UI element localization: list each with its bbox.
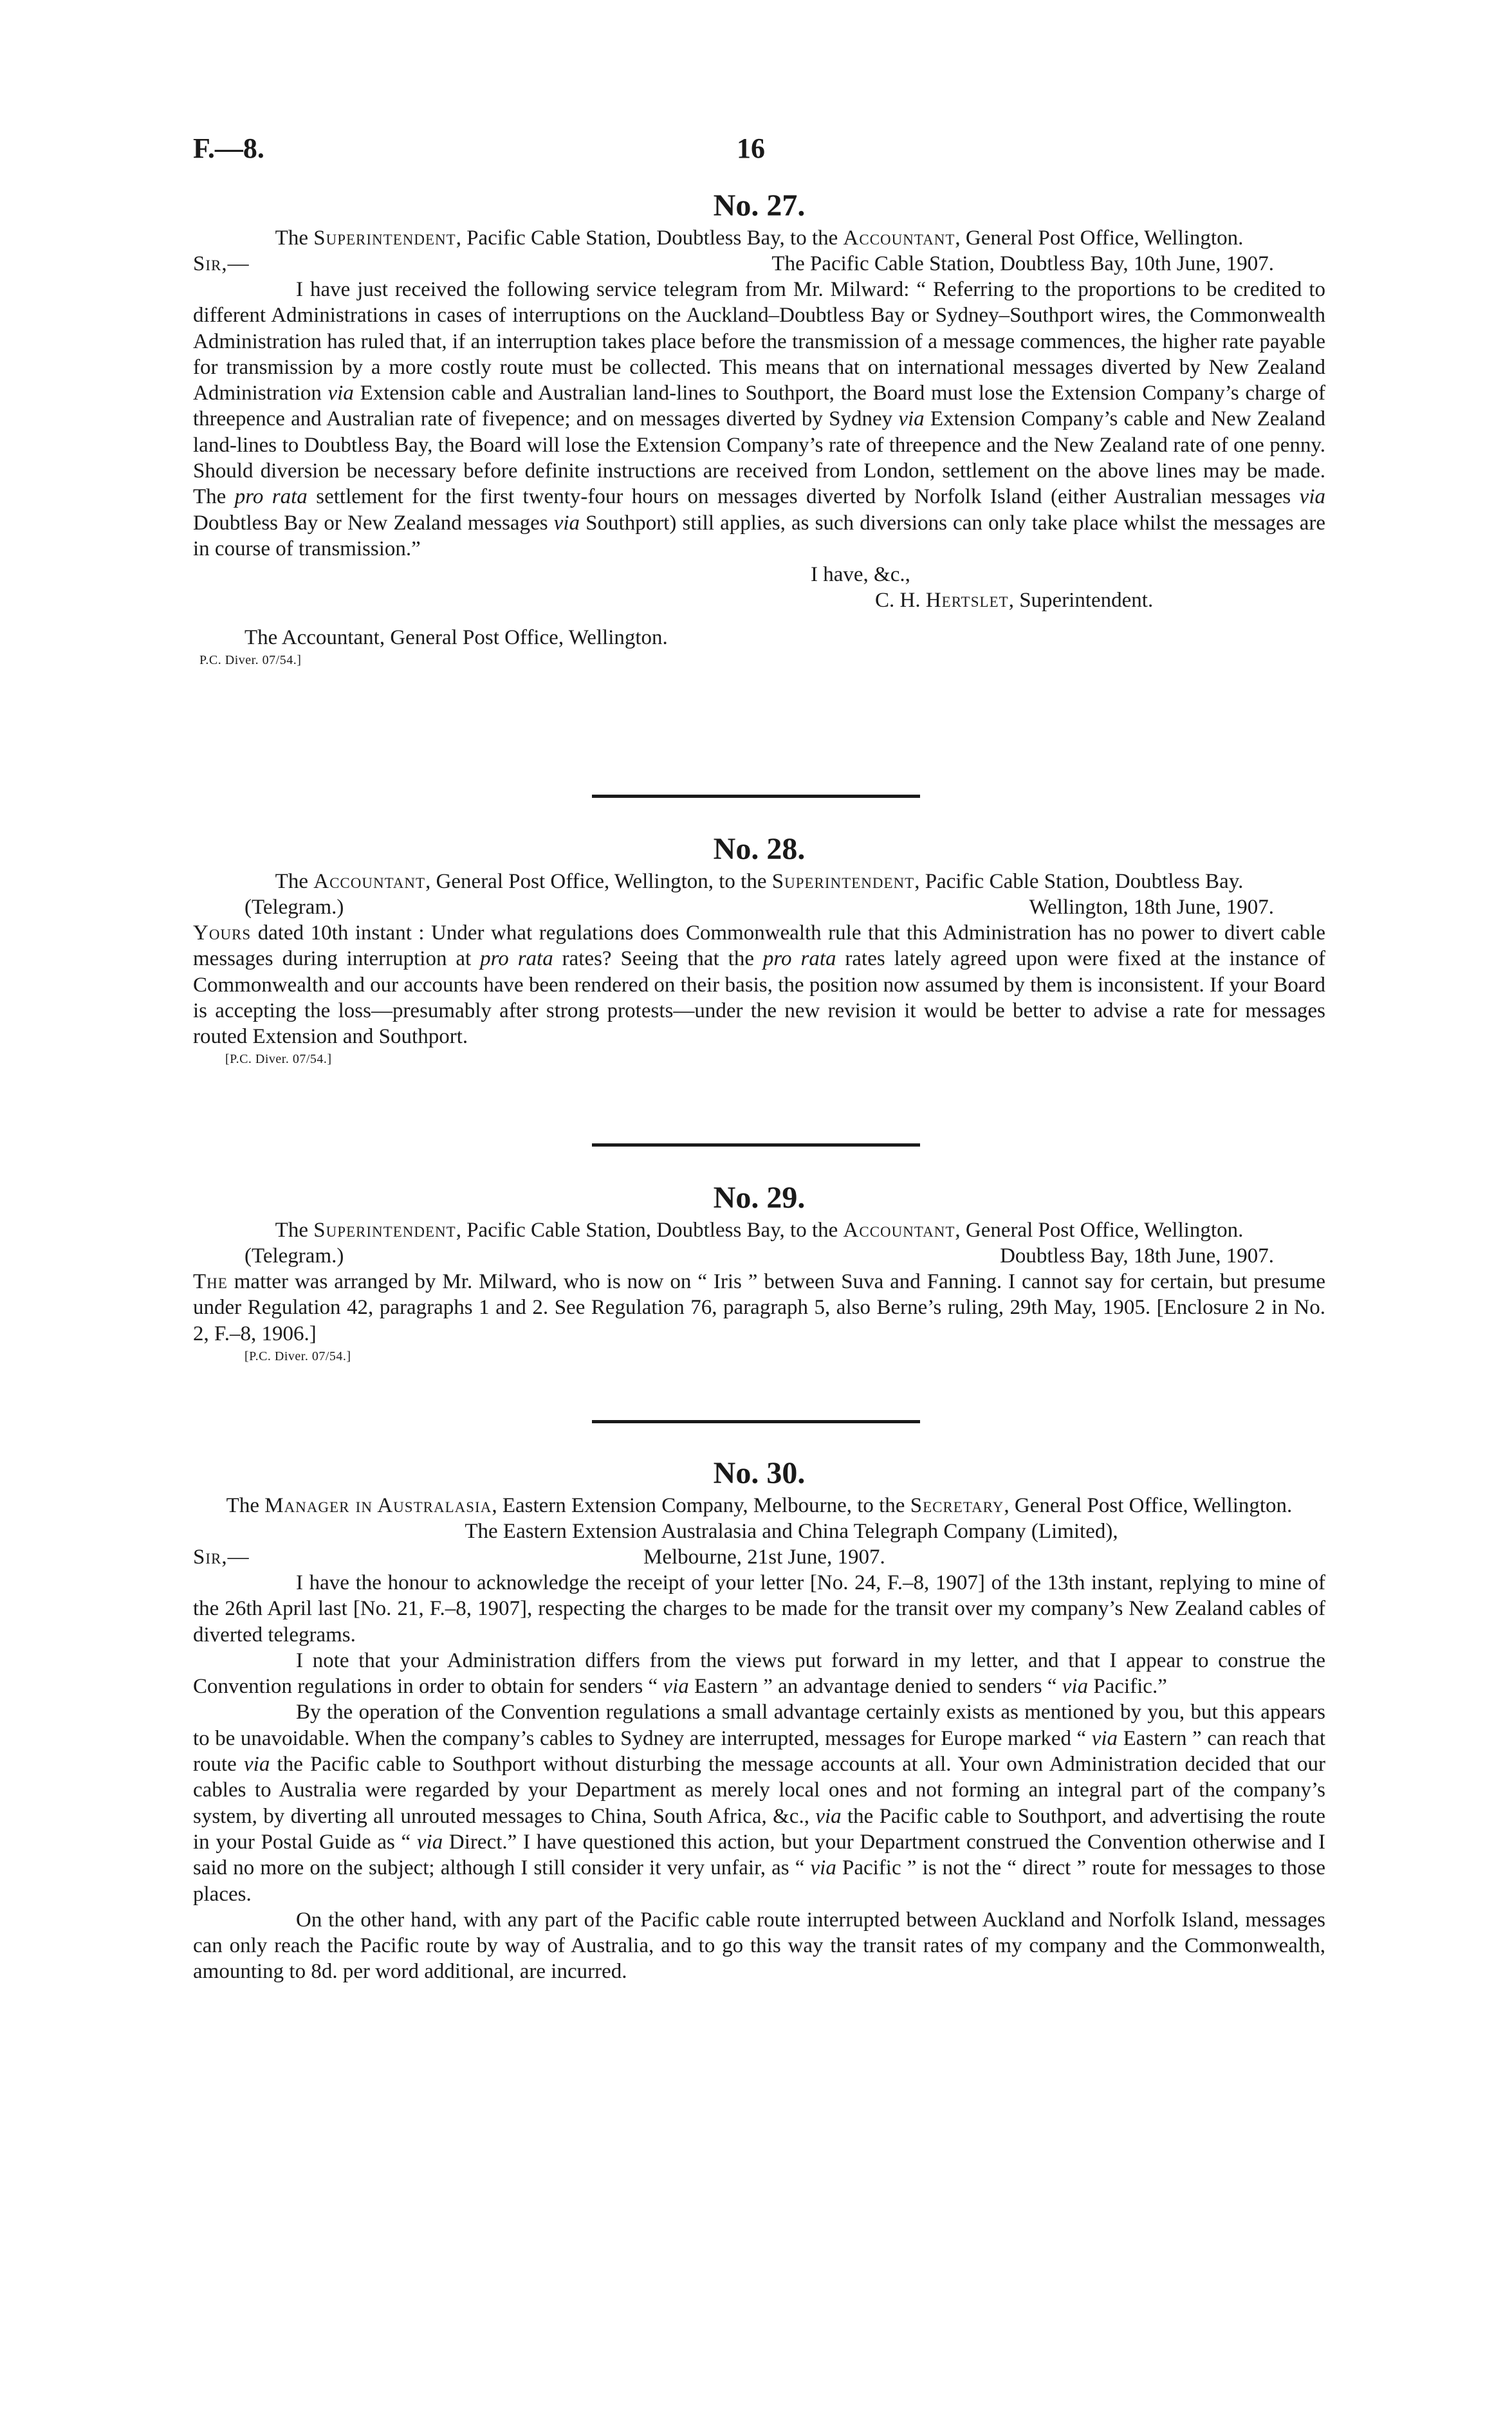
section-divider <box>592 1420 920 1423</box>
closing: I have, &c., <box>811 563 910 587</box>
letter-address: The Superintendent, Pacific Cable Station, Doubtless Bay, to the Accountant, General Post Office, Wellington. <box>275 1219 1244 1242</box>
dateline <box>193 894 1325 920</box>
addressee: The Accountant, General Post Office, Wellington. <box>244 626 668 650</box>
letter-no29 <box>193 1179 1325 1364</box>
letter-number: No. 28. <box>713 832 806 866</box>
letter-body: I have just received the following service telegram from Mr. Milward: “ Referring to the proportions to be credited to different Administrations in cases of interruptions on the Auckland–Doubtless Bay or Sydney–Southport wires, the Commonwealth Administration has ruled that, if an interruption takes place before the transmission of a message commences, the higher rate payable for transmission by a more costly route must be collected. This means that on international messages diverted by New Zealand Administration via Extension cable and Australian land-lines to Southport, the Board must lose the Extension Company’s charge of threepence and Australian rate of fivepence; and on messages diverted by Sydney via Extension Company’s cable and New Zealand land-lines to Doubtless Bay, the Board will lose the Extension Company’s rate of threepence and the New Zealand rate of one penny. Should diversion be necessary before definite instructions are received from London, settlement on the above lines may be made. The pro rata settlement for the first twenty-four hours on messages diverted by Norfolk Island (either Australian messages via Doubtless Bay or New Zealand messages via Southport) still applies, as such diversions can only take place whilst the messages are in course of transmission.” <box>193 278 1325 560</box>
message-type: (Telegram.) <box>244 1244 344 1268</box>
parliamentary-paper-code: F.—8. <box>193 133 264 164</box>
file-reference: [P.C. Diver. 07/54.] <box>244 1349 351 1363</box>
date: The Pacific Cable Station, Doubtless Bay, 10th June, 1907. <box>771 252 1274 275</box>
paragraph: I have the honour to acknowledge the receipt of your letter [No. 24, F.–8, 1907] of the 13th instant, replying to mine of the 26th April last [No. 21, F.–8, 1907], respecting the charges to be made for the transit over my company’s New Zealand cables of diverted telegrams. <box>193 1571 1325 1647</box>
page-number: 16 <box>737 133 765 164</box>
letter-address: The Manager in Australasia, Eastern Extension Company, Melbourne, to the Secretary, General Post Office, Wellington. <box>226 1494 1293 1517</box>
letter-number: No. 30. <box>713 1456 806 1490</box>
paragraph: On the other hand, with any part of the Pacific cable route interrupted between Auckland and Norfolk Island, messages can only reach the Pacific route by way of Australia, and to go this way the transit rates of my company and the Commonwealth, amounting to 8d. per word additional, are incurred. <box>193 1908 1325 1984</box>
letter-address: The Accountant, General Post Office, Wellington, to the Superintendent, Pacific Cable Station, Doubtless Bay. <box>275 870 1244 893</box>
letter-no27 <box>193 187 1325 668</box>
letter-number: No. 29. <box>713 1181 806 1215</box>
date: Melbourne, 21st June, 1907. <box>643 1546 885 1569</box>
letterhead: The Eastern Extension Australasia and China Telegraph Company (Limited), <box>465 1520 1118 1543</box>
salutation: Sir,— <box>193 252 250 275</box>
paragraph: By the operation of the Convention regulations a small advantage certainly exists as mentioned by you, but this appears to be unavoidable. When the company’s cables to Sydney are interrupted, messages for Europe marked “ via Eastern ” can reach that route via the Pacific cable to Southport without disturbing the message accounts at all. Your own Administration decided that our cables to Australia were regarded by your Department as merely local ones and not forming an integral part of the company’s system, by diverting all unrouted messages to China, South Africa, &c., via the Pacific cable to Southport, and advertising the route in your Postal Guide as “ via Direct.” I have questioned this action, but your Department construed the Convention otherwise and I said no more on the subject; although I still consider it very unfair, as “ via Pacific ” is not the “ direct ” route for messages to those places. <box>193 1701 1326 1906</box>
letter-no30 <box>193 1454 1325 1985</box>
dateline <box>193 1544 1325 1570</box>
letter-address: The Superintendent, Pacific Cable Station, Doubtless Bay, to the Accountant, General Post Office, Wellington. <box>275 226 1244 250</box>
letter-no28 <box>193 830 1325 1067</box>
letter-number: No. 27. <box>713 189 806 223</box>
paragraph: I note that your Administration differs from the views put forward in my letter, and that I appear to construe the Convention regulations in order to obtain for senders “ via Eastern ” an advantage denied to senders “ via Pacific.” <box>193 1648 1325 1699</box>
file-reference: [P.C. Diver. 07/54.] <box>225 1052 332 1067</box>
signature: C. H. Hertslet, Superintendent. <box>875 589 1154 613</box>
salutation: Sir,— <box>193 1546 250 1569</box>
telegram-body: The matter was arranged by Mr. Milward, who is now on “ Iris ” between Suva and Fanning. I cannot say for certain, but presume under Regulation 42, paragraphs 1 and 2. See Regulation 76, paragraph 5, also Berne’s ruling, 29th May, 1905. [Enclosure 2 in No. 2, F.–8, 1906.] <box>193 1270 1325 1345</box>
dateline <box>193 1243 1325 1269</box>
file-reference: P.C. Diver. 07/54.] <box>199 653 302 668</box>
date: Wellington, 18th June, 1907. <box>1029 896 1274 919</box>
section-divider <box>592 1143 920 1147</box>
dateline <box>193 251 1325 277</box>
telegram-body: Yours dated 10th instant : Under what regulations does Commonwealth rule that this Administration has no power to divert cable messages during interruption at pro rata rates? Seeing that the pro rata rates lately agreed upon were fixed at the instance of Commonwealth and our accounts have been rendered on their basis, the position now assumed by them is inconsistent. If your Board is accepting the loss—presumably after strong protests—under the new revision it would be better to advise a rate for messages routed Extension and Southport. <box>193 921 1325 1049</box>
section-divider <box>592 795 920 798</box>
date: Doubtless Bay, 18th June, 1907. <box>1000 1244 1274 1268</box>
message-type: (Telegram.) <box>244 896 344 919</box>
